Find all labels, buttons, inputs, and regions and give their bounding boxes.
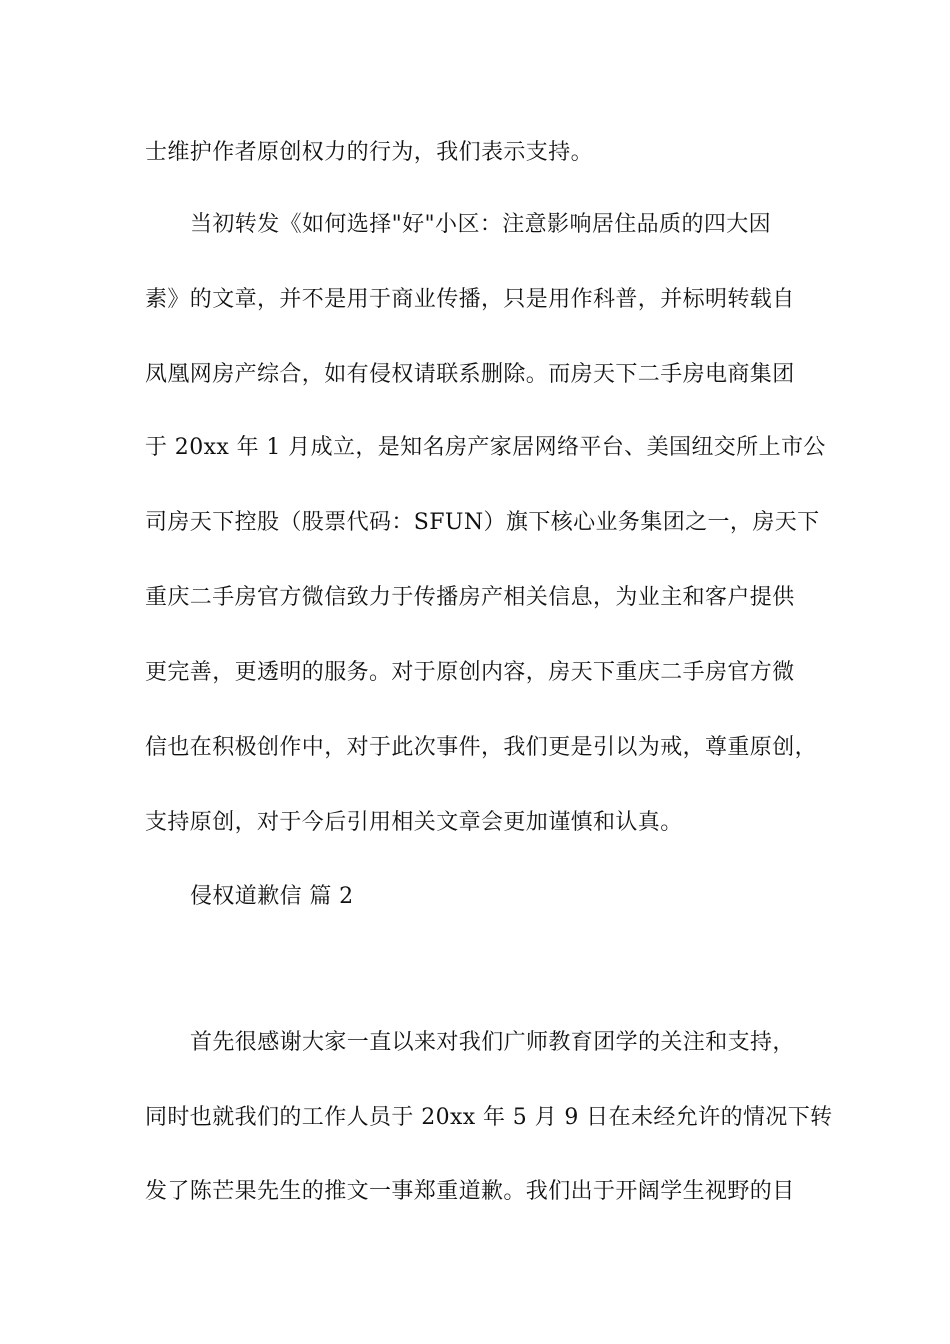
paragraph-line: 信也在积极创作中，对于此次事件，我们更是引以为戒，尊重原创， — [145, 735, 818, 760]
paragraph-line: 当初转发《如何选择"好"小区：注意影响居住品质的四大因 — [190, 212, 772, 237]
paragraph-line: 更完善，更透明的服务。对于原创内容，房天下重庆二手房官方微 — [145, 660, 795, 685]
paragraph-line: 司房天下控股（股票代码：SFUN）旗下核心业务集团之一，房天下 — [145, 510, 820, 535]
paragraph-line: 重庆二手房官方微信致力于传播房产相关信息，为业主和客户提供 — [145, 585, 795, 610]
paragraph-line: 同时也就我们的工作人员于 20xx 年 5 月 9 日在未经允许的情况下转 — [145, 1105, 833, 1130]
paragraph-line: 发了陈芒果先生的推文一事郑重道歉。我们出于开阔学生视野的目 — [145, 1179, 795, 1204]
paragraph-line: 素》的文章，并不是用于商业传播，只是用作科普，并标明转载自 — [145, 287, 795, 312]
paragraph-line: 于 20xx 年 1 月成立，是知名房产家居网络平台、美国纽交所上市公 — [145, 435, 826, 460]
paragraph-line: 凤凰网房产综合，如有侵权请联系删除。而房天下二手房电商集团 — [145, 362, 795, 387]
section-heading: 侵权道歉信 篇 2 — [190, 884, 354, 909]
paragraph-line: 士维护作者原创权力的行为，我们表示支持。 — [145, 140, 594, 165]
paragraph-line: 首先很感谢大家一直以来对我们广师教育团学的关注和支持， — [190, 1030, 795, 1055]
paragraph-line: 支持原创，对于今后引用相关文章会更加谨慎和认真。 — [145, 810, 683, 835]
